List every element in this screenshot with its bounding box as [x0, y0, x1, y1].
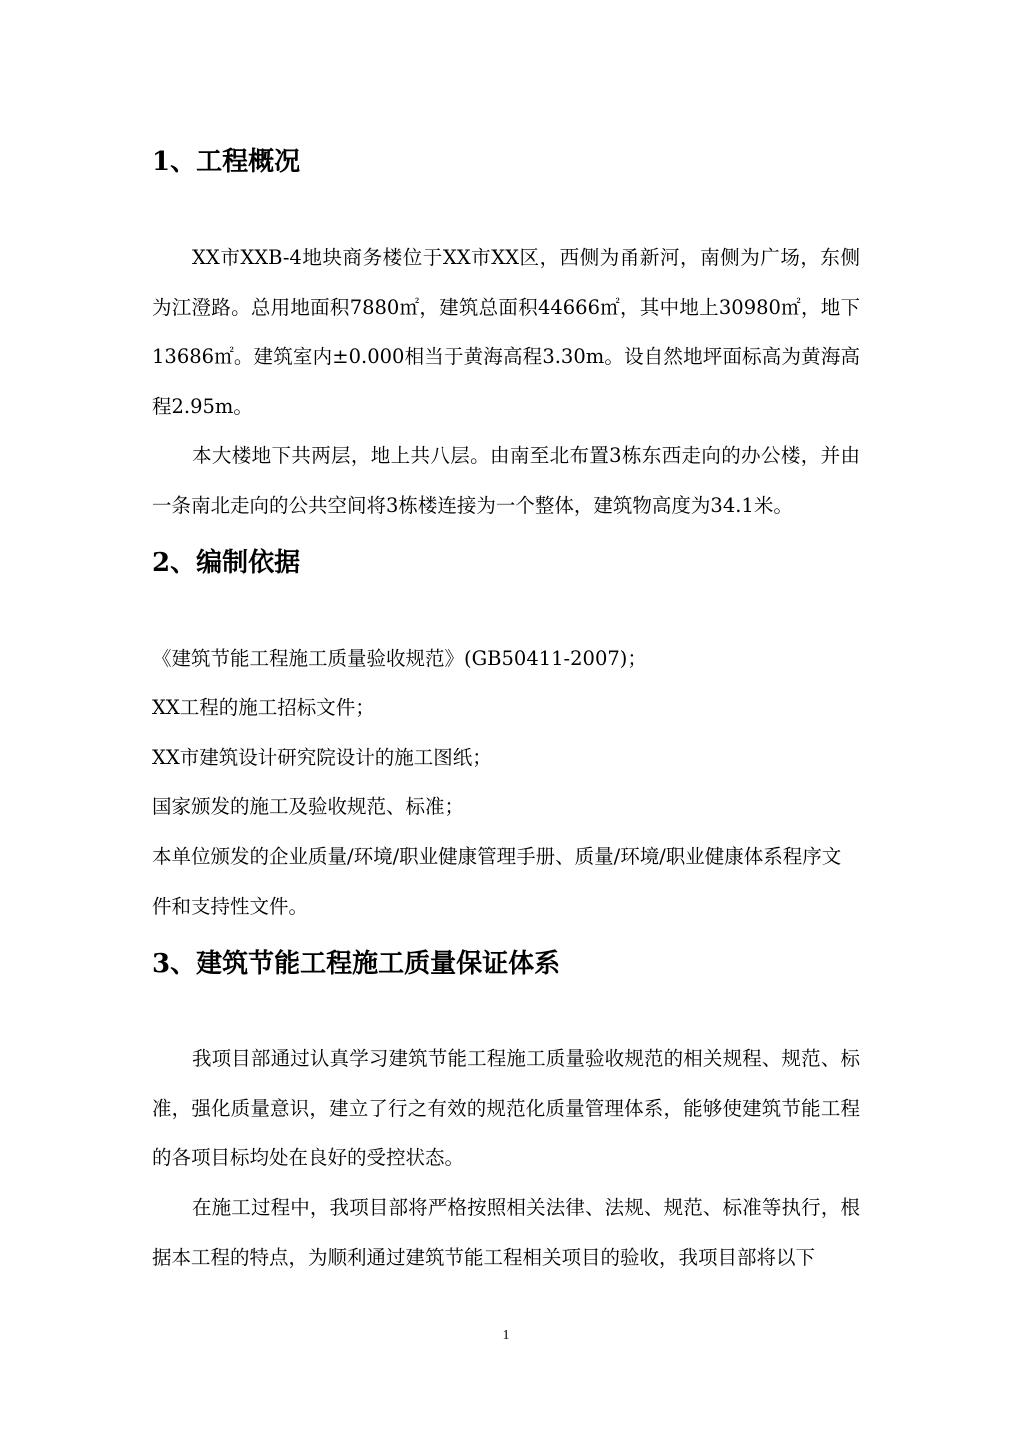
- basis-item-5: 本单位颁发的企业质量/环境/职业健康管理手册、质量/环境/职业健康体系程序文件和支持性文件。: [152, 845, 842, 918]
- page-number: 1: [502, 1328, 510, 1343]
- quality-paragraph-1: 我项目部通过认真学习建筑节能工程施工质量验收规范的相关规程、规范、标准，强化质量意识，建立了行之有效的规范化质量管理体系，能够使建筑节能工程的各项目标均处在良好的受控状态。: [152, 1047, 860, 1169]
- overview-paragraph-2: 本大楼地下共两层，地上共八层。由南至北布置3栋东西走向的办公楼，并由一条南北走向的公共空间将3栋楼连接为一个整体，建筑物高度为34.1米。: [152, 444, 860, 517]
- section-heading-quality-system: 3、建筑节能工程施工质量保证体系: [152, 949, 561, 979]
- section-heading-basis: 2、编制依据: [152, 548, 301, 578]
- basis-item-4: 国家颁发的施工及验收规范、标准；: [152, 795, 465, 818]
- overview-paragraph-1: XX市XXB-4地块商务楼位于XX市XX区，西侧为甬新河，南侧为广场，东侧为江澄路。总用地面积7880㎡，建筑总面积44666㎡，其中地上30980㎡，地下13686㎡。建筑室内±0.000相当于黄海高程3.30m。设自然地坪面标高为黄海高程2.95m。: [152, 246, 860, 418]
- basis-item-2: XX工程的施工招标文件；: [152, 696, 375, 719]
- quality-paragraph-2: 在施工过程中，我项目部将严格按照相关法律、法规、规范、标准等执行，根据本工程的特点，为顺利通过建筑节能工程相关项目的验收，我项目部将以下: [152, 1196, 860, 1269]
- basis-item-3: XX市建筑设计研究院设计的施工图纸；: [152, 746, 492, 769]
- basis-item-1: 《建筑节能工程施工质量验收规范》(GB50411-2007)；: [152, 647, 647, 670]
- section-heading-overview: 1、工程概况: [152, 147, 301, 177]
